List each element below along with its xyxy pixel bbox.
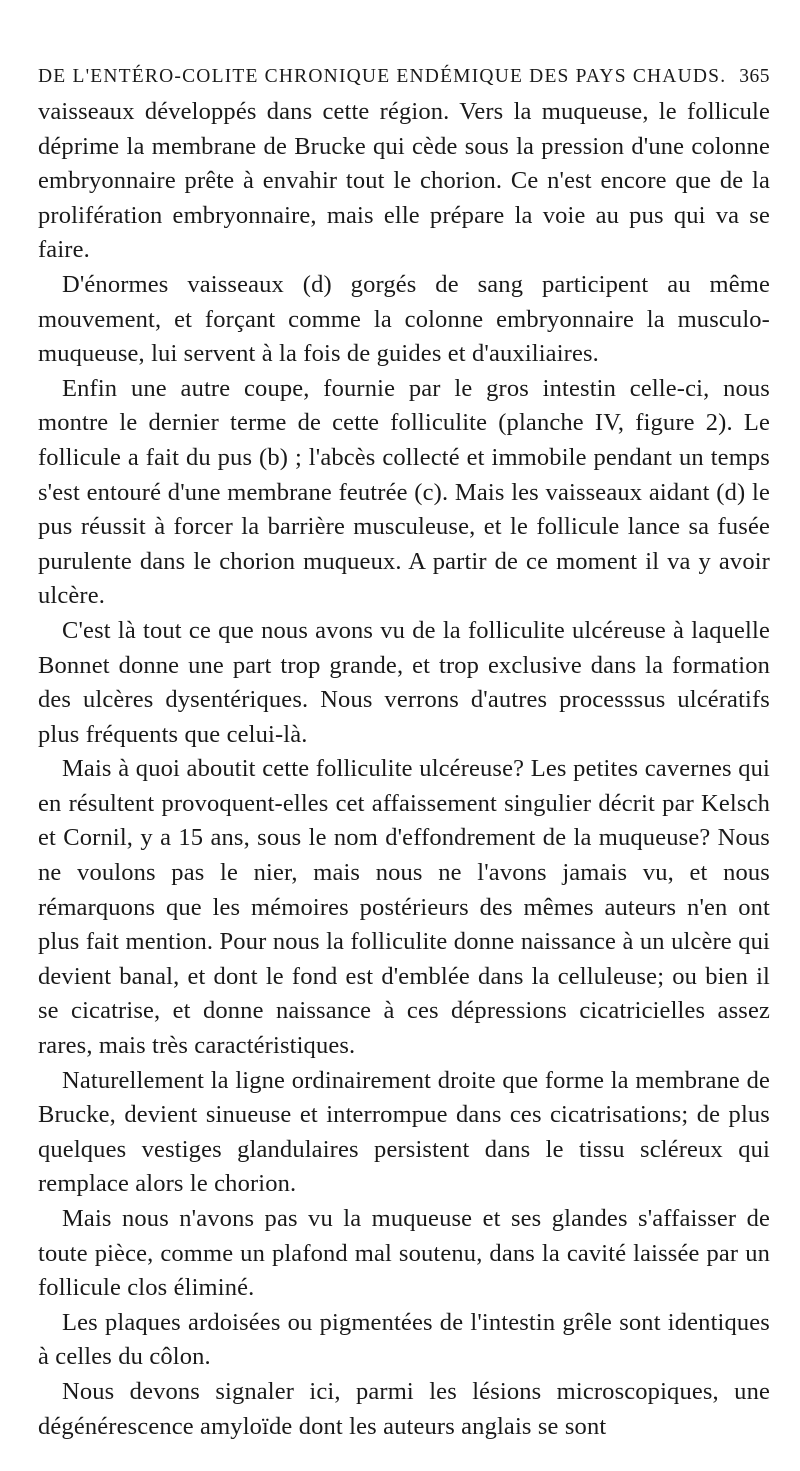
paragraph: Mais à quoi aboutit cette folliculite ulcéreuse? Les petites cavernes qui en résultent provoquent-elles cet affaissement singulier décrit par Kelsch et Cornil, y a 15 ans, sous le nom d'effondrement de la muqueuse? Nous ne voulons pas le nier, mais nous ne l'avons jamais vu, et nous rémarquons que les mémoires postérieurs des mêmes auteurs n'en ont plus fait mention. Pour nous la folliculite donne naissance à un ulcère qui devient banal, et dont le fond est d'emblée dans la celluleuse; ou bien il se cicatrise, et donne naissance à ces dépressions cicatricielles assez rares, mais très caractéristiques. [38,755,770,1060]
chapter-title: DE L'ENTÉRO-COLITE CHRONIQUE ENDÉMIQUE DES PAYS CHAUDS. [38,66,727,87]
paragraph: Nous devons signaler ici, parmi les lésions microscopiques, une dégénérescence amyloïde dont les auteurs anglais se sont [38,1377,770,1440]
paragraph: C'est là tout ce que nous avons vu de la folliculite ulcéreuse à laquelle Bonnet donne une part trop grande, et trop exclusive dans la formation des ulcères dysentériques. Nous verrons d'autres processsus ulcératifs plus fréquents que celui-là. [38,616,770,748]
paragraph: vaisseaux développés dans cette région. Vers la muqueuse, le follicule déprime la membrane de Brucke qui cède sous la pression d'une colonne embryonnaire prête à envahir tout le chorion. Ce n'est encore que de la prolifération embryonnaire, mais elle prépare la voie au pus qui va se faire. [38,98,770,264]
running-header [38,66,770,96]
paragraph: Les plaques ardoisées ou pigmentées de l'intestin grêle sont identiques à celles du côlon. [38,1308,770,1371]
paragraph: Enfin une autre coupe, fournie par le gros intestin celle-ci, nous montre le dernier terme de cette folliculite (planche IV, figure 2). Le follicule a fait du pus (b) ; l'abcès collecté et immobile pendant un temps s'est entouré d'une membrane feutrée (c). Mais les vaisseaux aidant (d) le pus réussit à forcer la barrière musculeuse, et le follicule lance sa fusée purulente dans le chorion muqueux. A partir de ce moment il va y avoir ulcère. [38,374,770,610]
paragraph: D'énormes vaisseaux (d) gorgés de sang participent au même mouvement, et forçant comme la colonne embryonnaire la musculo-muqueuse, lui servent à la fois de guides et d'auxiliaires. [38,270,770,368]
page-number: 365 [739,66,770,87]
paragraph: Naturellement la ligne ordinairement droite que forme la membrane de Brucke, devient sinueuse et interrompue dans ces cicatrisations; de plus quelques vestiges glandulaires persistent dans le tissu scléreux qui remplace alors le chorion. [38,1066,770,1198]
body-text [38,95,770,1444]
paragraph: Mais nous n'avons pas vu la muqueuse et ses glandes s'affaisser de toute pièce, comme un plafond mal soutenu, dans la cavité laissée par un follicule clos éliminé. [38,1205,770,1302]
